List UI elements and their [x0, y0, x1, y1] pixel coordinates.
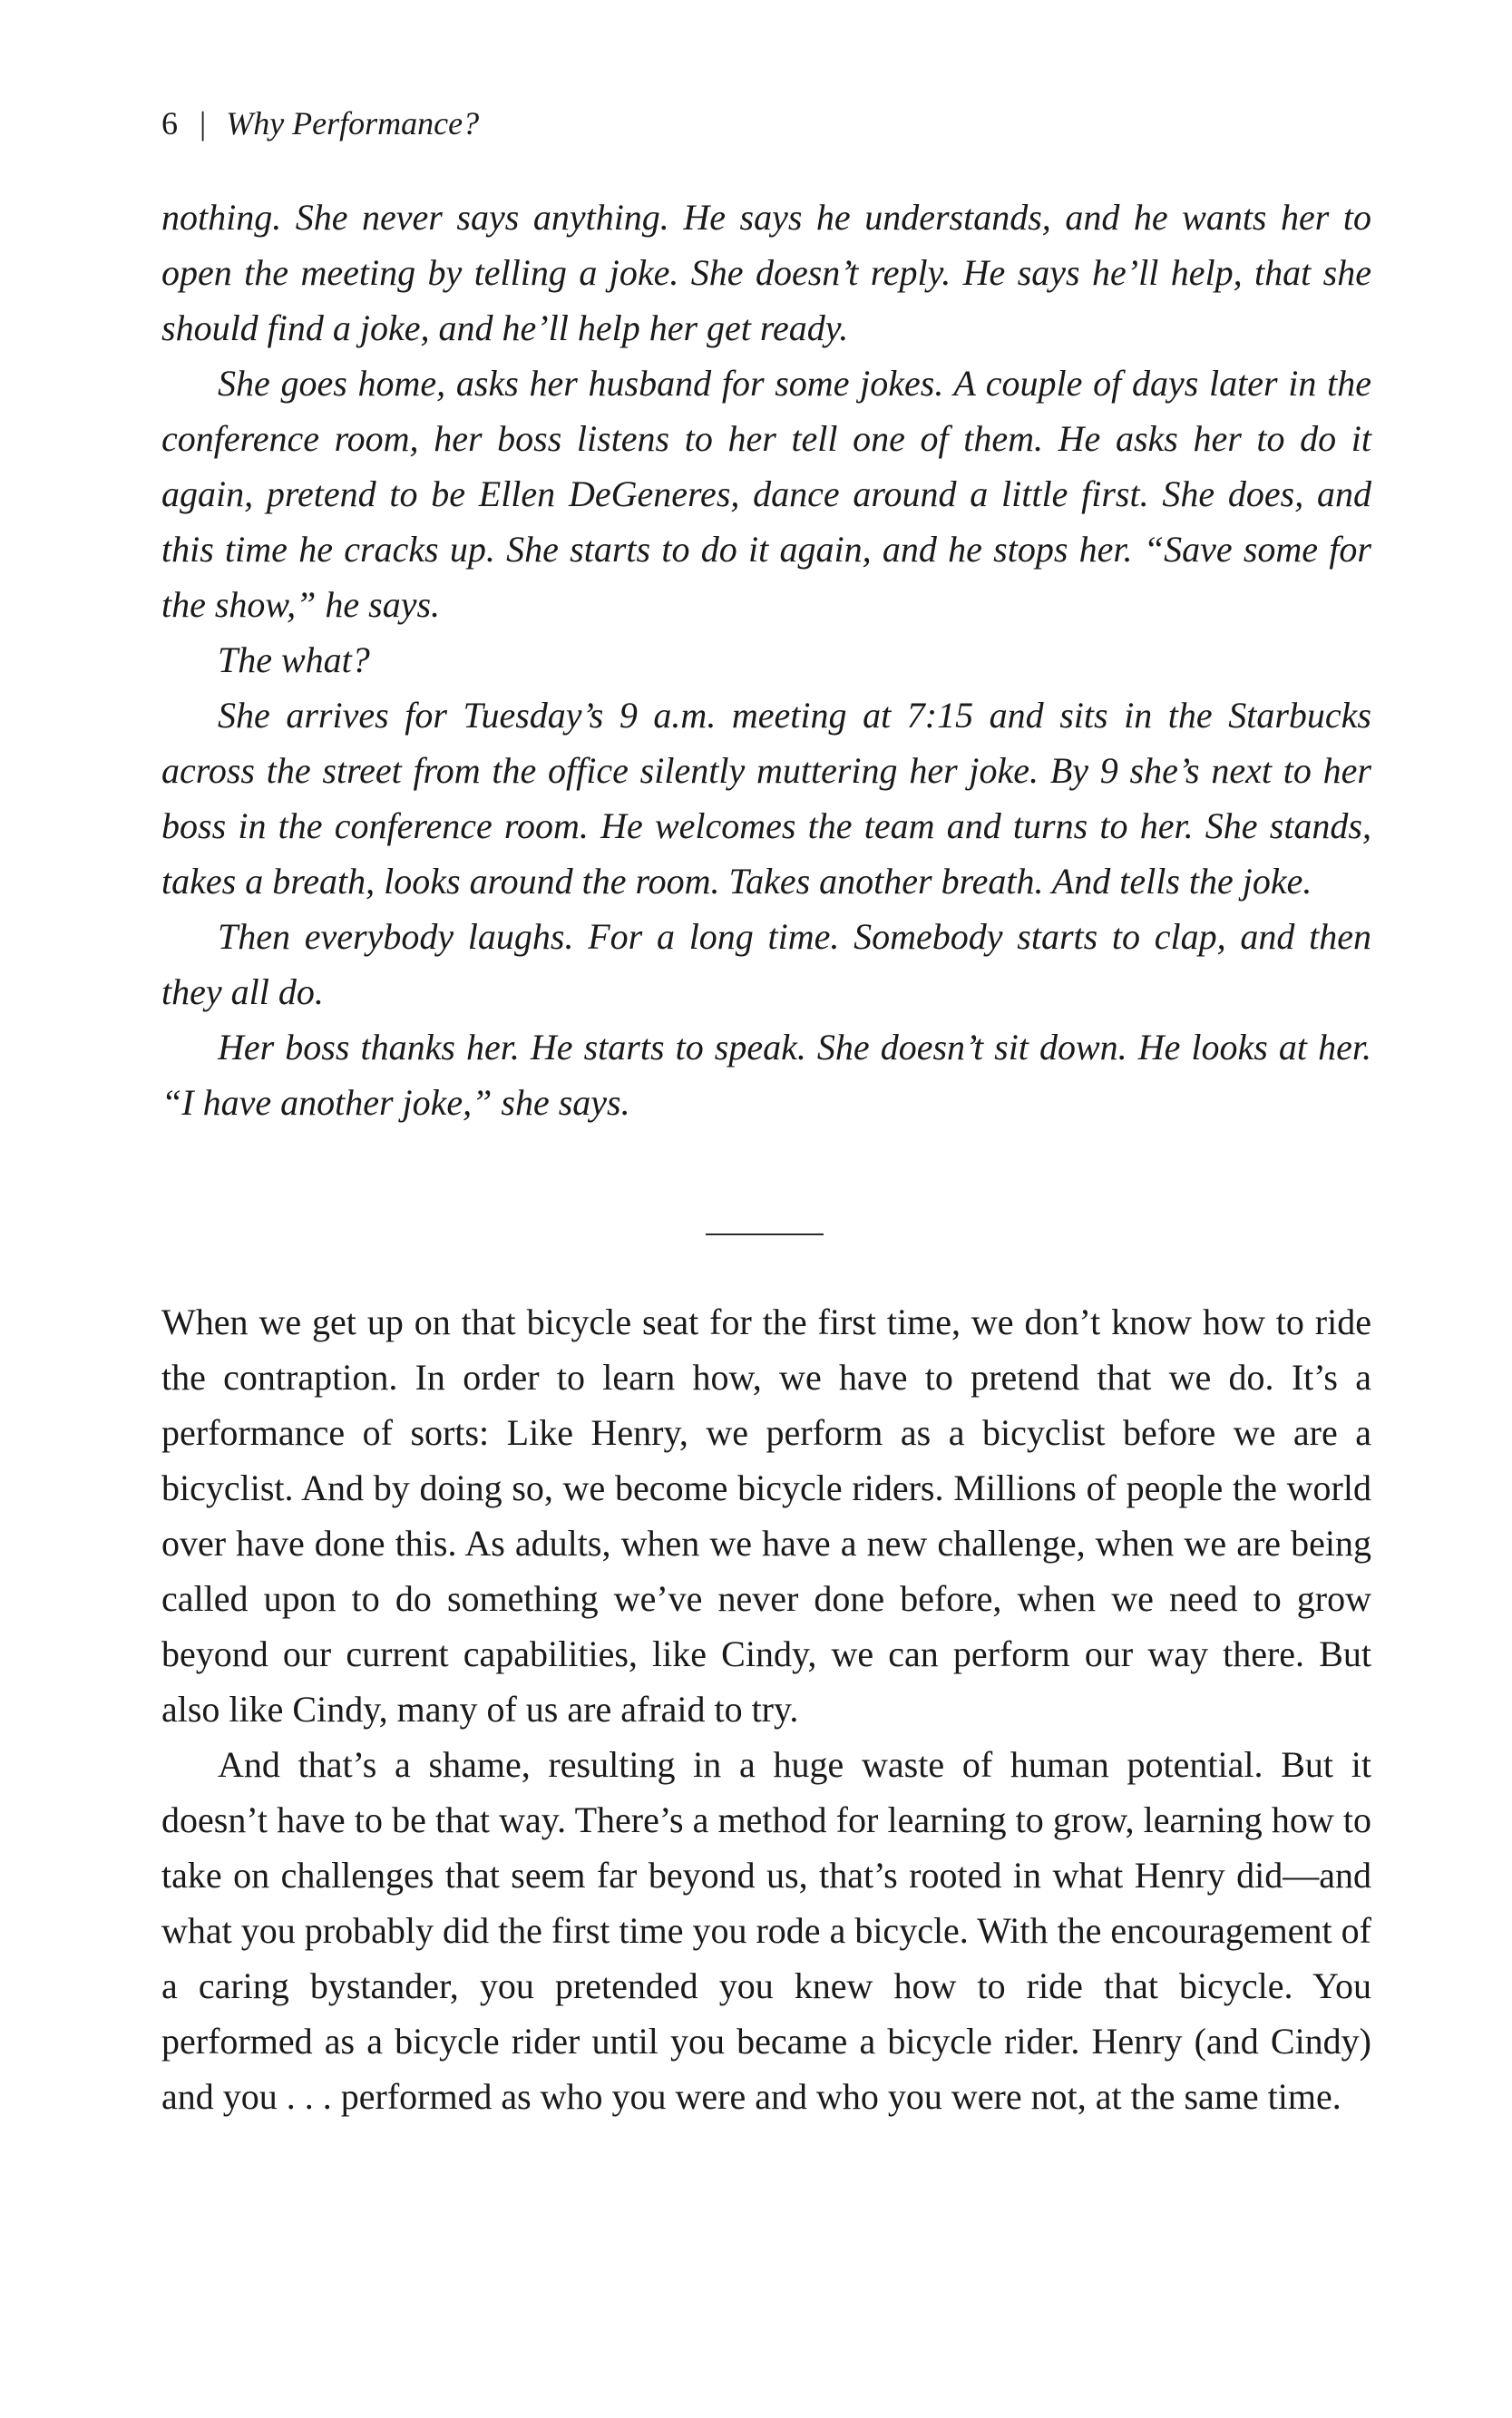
- italic-paragraph: She arrives for Tuesday’s 9 a.m. meeting at 7:15 and sits in the Starbucks across the street from the office silently muttering her joke. By 9 she’s next to her boss in the conference room. He welcomes the team and turns to her. She stands, takes a breath, looks around the room. Takes another breath. And tells the joke.: [161, 695, 1371, 902]
- header-separator: |: [200, 105, 207, 141]
- body-paragraph: When we get up on that bicycle seat for the first time, we don’t know how to ride the contraption. In order to learn how, we have to pretend that we do. It’s a performance of sorts: Like Henry, we perform as a bicyclist before we are a bicyclist. And by doing so, we become bicycle riders. Millions of people the world over have done this. As adults, when we have a new challenge, when we are being called upon to do something we’ve never done before, when we need to grow beyond our current capabilities, like Cindy, we can perform our way there. But also like Cindy, many of us are afraid to try.: [161, 1302, 1371, 1730]
- section-divider: [706, 1233, 824, 1235]
- italic-paragraph: The what?: [218, 639, 370, 680]
- italic-anecdote-section: [161, 190, 1371, 1130]
- italic-paragraph: Then everybody laughs. For a long time. Somebody starts to clap, and then they all do.: [161, 916, 1371, 1012]
- page-number: 6: [161, 105, 178, 141]
- body-paragraph: And that’s a shame, resulting in a huge waste of human potential. But it doesn’t have to be that way. There’s a method for learning to grow, learning how to take on challenges that seem far beyond us, that’s rooted in what Henry did—and what you probably did the first time you rode a bicycle. With the encouragement of a caring bystander, you pretended you knew how to ride that bicycle. You performed as a bicycle rider until you became a bicycle rider. Henry (and Cindy) and you . . . performed as who you were and who you were not, at the same time.: [161, 1744, 1371, 2117]
- main-text-section: [161, 1294, 1371, 2124]
- italic-paragraph: Her boss thanks her. He starts to speak. She doesn’t sit down. He looks at her. “I have another joke,” she says.: [161, 1027, 1371, 1123]
- italic-paragraph: She goes home, asks her husband for some jokes. A couple of days later in the conference room, her boss listens to her tell one of them. He asks her to do it again, pretend to be Ellen DeGeneres, dance around a little first. She does, and this time he cracks up. She starts to do it again, and he stops her. “Save some for the show,” he says.: [161, 363, 1371, 625]
- italic-paragraph: nothing. She never says anything. He says he understands, and he wants her to open the meeting by telling a joke. She doesn’t reply. He says he’ll help, that she should find a joke, and he’ll help her get ready.: [161, 197, 1371, 348]
- running-head: [161, 107, 479, 140]
- running-title: Why Performance?: [226, 105, 480, 141]
